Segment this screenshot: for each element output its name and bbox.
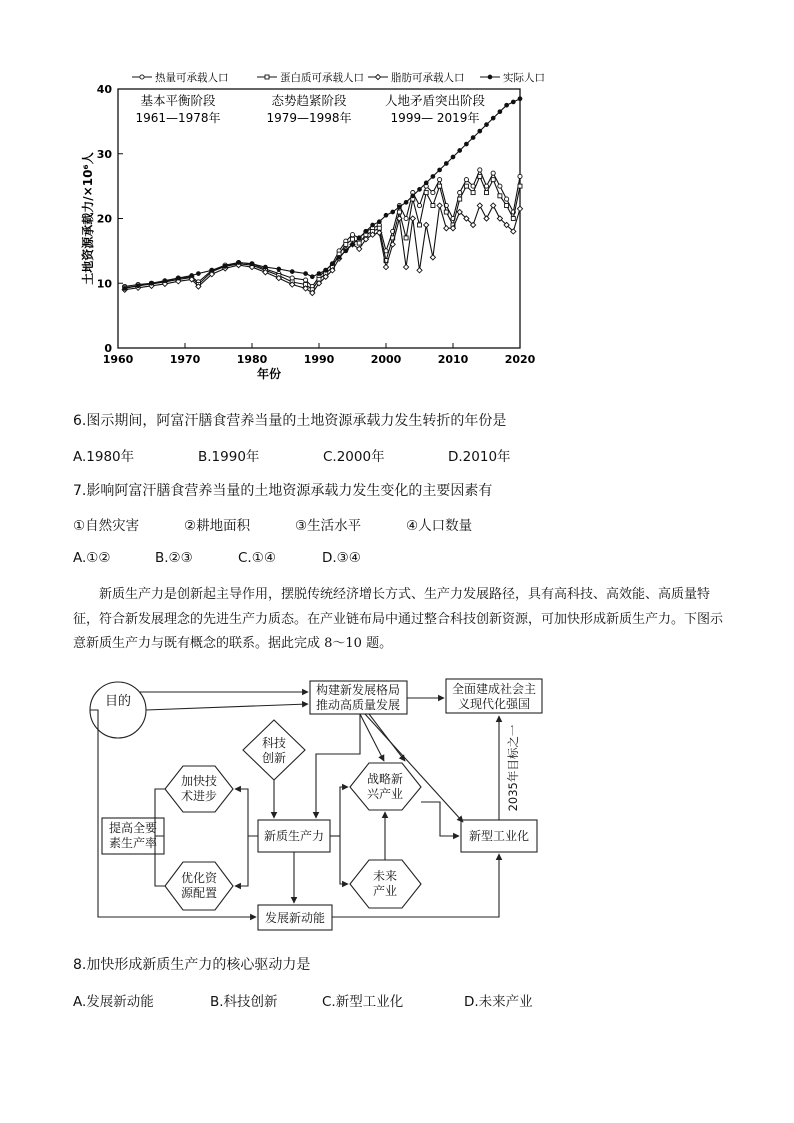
data-point bbox=[431, 175, 435, 179]
series-line bbox=[125, 170, 520, 287]
data-point bbox=[478, 129, 482, 133]
data-point bbox=[304, 272, 308, 276]
data-point bbox=[418, 223, 422, 227]
strategic-label-1: 战略新 bbox=[366, 772, 404, 786]
data-point bbox=[511, 100, 515, 104]
data-point bbox=[438, 184, 442, 188]
data-point bbox=[210, 268, 214, 272]
data-point bbox=[290, 270, 294, 274]
tech-diamond bbox=[243, 720, 305, 780]
data-point bbox=[310, 275, 314, 279]
data-point bbox=[505, 204, 509, 208]
q6-option-c[interactable]: C.2000年 bbox=[323, 449, 385, 465]
data-point bbox=[351, 237, 355, 241]
strategic-label-2: 兴产业 bbox=[366, 787, 404, 801]
data-point bbox=[431, 204, 435, 208]
data-point bbox=[410, 216, 415, 221]
accel-label-2: 术进步 bbox=[180, 789, 218, 803]
data-point bbox=[337, 255, 341, 259]
data-point bbox=[264, 265, 268, 269]
data-point bbox=[518, 174, 522, 178]
data-point bbox=[357, 236, 361, 240]
data-point bbox=[237, 261, 241, 265]
q8-option-a[interactable]: A.发展新动能 bbox=[73, 994, 154, 1010]
y-tick-label: 40 bbox=[96, 83, 112, 96]
accel-label-1: 加快技 bbox=[180, 774, 218, 788]
q7-item-1: ①自然灾害 bbox=[73, 518, 140, 534]
series-diamond bbox=[122, 203, 522, 296]
data-point bbox=[511, 217, 515, 221]
data-point bbox=[317, 272, 321, 276]
legend-entry-4 bbox=[480, 71, 545, 84]
data-point bbox=[478, 168, 482, 172]
data-point bbox=[438, 178, 442, 182]
x-axis-label: 年份 bbox=[256, 367, 282, 381]
data-point bbox=[464, 178, 468, 182]
data-point bbox=[150, 281, 154, 285]
data-point bbox=[350, 233, 354, 237]
data-point bbox=[424, 181, 428, 185]
modern-label-1: 全面建成社会主 bbox=[451, 682, 537, 696]
data-point bbox=[465, 142, 469, 146]
legend-label: 蛋白质可承载人口 bbox=[280, 72, 364, 84]
data-point bbox=[404, 200, 408, 204]
phase-years-2: 1979—1998年 bbox=[266, 111, 352, 125]
data-point bbox=[417, 203, 421, 207]
q7-option-d[interactable]: D.③④ bbox=[322, 550, 361, 566]
newind-label: 新型工业化 bbox=[468, 829, 530, 843]
data-point bbox=[136, 284, 140, 288]
data-point bbox=[491, 171, 495, 175]
y-tick-label: 20 bbox=[96, 212, 112, 226]
data-point bbox=[491, 203, 496, 208]
data-point bbox=[485, 191, 489, 195]
q8-option-b[interactable]: B.科技创新 bbox=[210, 994, 278, 1010]
data-point bbox=[505, 197, 509, 201]
y-tick-label: 30 bbox=[96, 147, 112, 161]
data-point bbox=[404, 236, 408, 240]
q6-option-d[interactable]: D.2010年 bbox=[448, 449, 511, 465]
data-point bbox=[505, 103, 509, 107]
data-point bbox=[344, 242, 348, 246]
q6-option-b[interactable]: B.1990年 bbox=[198, 449, 260, 465]
data-point bbox=[123, 287, 127, 291]
data-point bbox=[418, 187, 422, 191]
data-point bbox=[438, 168, 442, 172]
data-point bbox=[404, 216, 408, 220]
data-point bbox=[377, 220, 381, 224]
data-point bbox=[384, 213, 388, 217]
data-point bbox=[517, 206, 522, 211]
q7-item-4: ④人口数量 bbox=[406, 518, 473, 534]
data-point bbox=[351, 243, 355, 247]
data-point bbox=[498, 194, 502, 198]
data-point bbox=[451, 155, 455, 159]
x-tick-label: 1990 bbox=[303, 353, 335, 366]
q8-option-d[interactable]: D.未来产业 bbox=[464, 994, 533, 1010]
legend-entry-1 bbox=[132, 71, 229, 84]
data-point bbox=[477, 203, 482, 208]
data-point bbox=[250, 262, 254, 266]
tfp-label-2: 素生产率 bbox=[108, 836, 158, 850]
plot-frame bbox=[118, 89, 520, 348]
phase-years-3: 1999— 2019年 bbox=[390, 111, 480, 125]
data-point bbox=[484, 184, 488, 188]
data-point bbox=[431, 191, 435, 195]
legend-label: 热量可承载人口 bbox=[155, 72, 229, 84]
question-6-stem: 6.图示期间，阿富汗膳食营养当量的土地资源承载力发生转折的年份是 bbox=[73, 413, 507, 429]
optim-label-2: 源配置 bbox=[180, 886, 218, 900]
tfp-label-1: 提高全要 bbox=[108, 821, 158, 835]
q7-item-3: ③生活水平 bbox=[295, 518, 362, 534]
data-point bbox=[484, 216, 489, 221]
question-7-stem: 7.影响阿富汗膳食营养当量的土地资源承载力发生变化的主要因素有 bbox=[73, 483, 493, 499]
data-point bbox=[391, 210, 395, 214]
y-axis-label: 土地资源承载力/×10⁶人 bbox=[81, 152, 95, 285]
question-8-stem: 8.加快形成新质生产力的核心驱动力是 bbox=[73, 957, 311, 973]
series-circle bbox=[123, 168, 522, 289]
phase-name-2: 态势趋紧阶段 bbox=[271, 93, 347, 108]
data-point bbox=[176, 276, 180, 280]
phase-name-1: 基本平衡阶段 bbox=[140, 93, 216, 108]
q7-option-b[interactable]: B.②③ bbox=[155, 550, 193, 566]
q7-item-2: ②耕地面积 bbox=[184, 518, 251, 534]
data-point bbox=[458, 197, 462, 201]
data-point bbox=[398, 205, 402, 209]
data-point bbox=[518, 97, 522, 101]
data-point bbox=[424, 222, 429, 227]
data-point bbox=[190, 274, 194, 278]
npf-label: 新质生产力 bbox=[263, 829, 325, 843]
data-point bbox=[485, 123, 489, 127]
land-carrying-capacity-chart bbox=[70, 65, 545, 395]
intro-paragraph: 新质生产力是创新起主导作用，摆脱传统经济增长方式、生产力发展路径，具有高科技、高效能、高质量特征，符合新发展理念的先进生产力质态。在产业链布局中通过整合科技创新资源，可加快形成新质生产力。下图示意新质生产力与既有概念的联系。据此完成 8～10 题。 bbox=[73, 587, 724, 651]
data-point bbox=[324, 268, 328, 272]
goal-label: 目的 bbox=[104, 694, 132, 709]
legend-entry-3 bbox=[368, 71, 465, 84]
data-point bbox=[444, 162, 448, 166]
data-point bbox=[344, 249, 348, 253]
data-point bbox=[444, 226, 449, 231]
phase-name-3: 人地矛盾突出阶段 bbox=[384, 93, 486, 108]
data-point bbox=[458, 149, 462, 153]
q7-option-a[interactable]: A.①② bbox=[73, 550, 111, 566]
data-point bbox=[197, 272, 201, 276]
data-point bbox=[223, 265, 227, 269]
data-point bbox=[471, 184, 475, 188]
future-label-2: 产业 bbox=[372, 884, 398, 898]
data-point bbox=[140, 75, 144, 79]
q8-option-c[interactable]: C.新型工业化 bbox=[322, 994, 404, 1010]
data-point bbox=[498, 184, 502, 188]
x-tick-label: 2010 bbox=[437, 353, 469, 366]
data-point bbox=[411, 194, 415, 198]
build-label-1: 构建新发展格局 bbox=[315, 683, 401, 697]
driver-label: 发展新动能 bbox=[264, 911, 326, 925]
y-tick-label: 0 bbox=[104, 342, 112, 355]
legend-label: 脂肪可承载人口 bbox=[391, 72, 465, 84]
legend-entry-2 bbox=[257, 71, 364, 84]
x-tick-label: 2020 bbox=[504, 353, 536, 366]
phase-years-1: 1961—1978年 bbox=[135, 111, 221, 125]
data-point bbox=[375, 74, 380, 79]
future-label-1: 未来 bbox=[372, 869, 398, 883]
tech-label-2: 创新 bbox=[261, 751, 287, 765]
data-point bbox=[277, 267, 281, 271]
data-point bbox=[437, 203, 442, 208]
data-point bbox=[404, 264, 409, 269]
x-tick-label: 1960 bbox=[102, 353, 134, 366]
data-point bbox=[265, 75, 269, 79]
data-point bbox=[371, 223, 375, 227]
data-point bbox=[491, 116, 495, 120]
x-tick-label: 1970 bbox=[169, 353, 201, 366]
series-line bbox=[125, 206, 520, 294]
data-point bbox=[491, 178, 495, 182]
data-point bbox=[163, 279, 167, 283]
data-point bbox=[424, 191, 428, 195]
optim-label-1: 优化资 bbox=[180, 871, 218, 885]
data-point bbox=[488, 75, 492, 79]
data-point bbox=[498, 110, 502, 114]
q7-option-c[interactable]: C.①④ bbox=[238, 550, 276, 566]
x-tick-label: 2000 bbox=[370, 353, 402, 366]
data-point bbox=[444, 210, 448, 214]
tech-label-1: 科技 bbox=[261, 736, 287, 750]
data-point bbox=[458, 191, 462, 195]
build-label-2: 推动高质量发展 bbox=[315, 698, 401, 712]
data-point bbox=[471, 136, 475, 140]
q6-option-a[interactable]: A.1980年 bbox=[73, 449, 135, 465]
data-point bbox=[304, 278, 308, 282]
y-tick-label: 10 bbox=[96, 277, 112, 291]
data-point bbox=[331, 262, 335, 266]
data-point bbox=[471, 191, 475, 195]
data-point bbox=[397, 210, 401, 214]
x-tick-label: 1980 bbox=[236, 353, 268, 366]
data-point bbox=[464, 184, 468, 188]
new-productive-forces-diagram bbox=[85, 672, 555, 934]
data-point bbox=[357, 241, 361, 245]
data-point bbox=[430, 255, 435, 260]
data-point bbox=[364, 230, 368, 234]
data-point bbox=[478, 174, 482, 178]
data-point bbox=[417, 268, 422, 273]
goal-2035-label: 2035年目标之一 bbox=[506, 724, 520, 812]
data-point bbox=[383, 264, 388, 269]
data-point bbox=[518, 184, 522, 188]
modern-label-2: 义现代化强国 bbox=[457, 697, 531, 711]
legend-label: 实际人口 bbox=[503, 72, 545, 84]
